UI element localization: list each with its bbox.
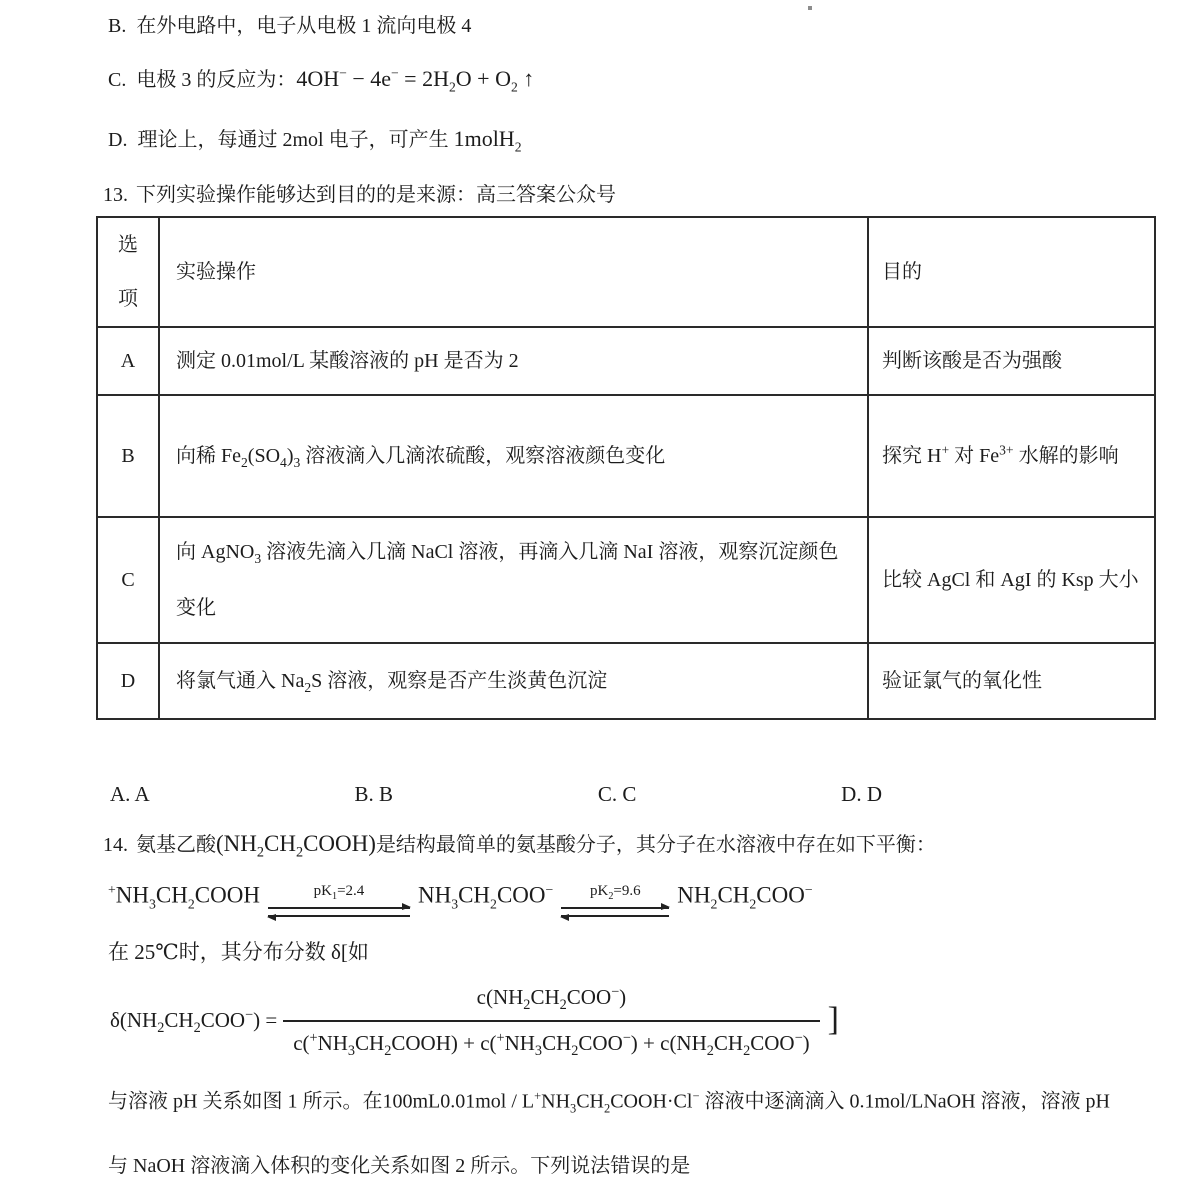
question-14-intro-pre: 氨基乙酸 bbox=[136, 834, 216, 857]
hydrogen-formula: 1molH$_2$ bbox=[453, 126, 522, 155]
experiment-table bbox=[96, 216, 1156, 720]
fraction-lhs: $\delta(NH_2CH_2COO^-)$ = bbox=[110, 1006, 278, 1036]
operation-cell: 测定 0.01mol/L 某酸溶液的 pH 是否为 2 bbox=[159, 327, 868, 395]
table-row bbox=[97, 517, 1155, 643]
option-d bbox=[108, 123, 1190, 157]
table-row bbox=[97, 395, 1155, 517]
question-13-text: 下列实验操作能够达到目的的是来源：高三答案公众号 bbox=[136, 184, 616, 207]
fraction-close-bracket: ] bbox=[827, 1000, 839, 1038]
electrode-reaction-formula: $4OH^- - 4e^- = 2H_2O + O_2$ ↑ bbox=[296, 65, 535, 95]
purpose-cell: 验证氯气的氧化性 bbox=[868, 643, 1155, 719]
option-c bbox=[108, 63, 1190, 97]
pk2-label: $pK_2=9.6$ bbox=[589, 882, 641, 902]
question-13 bbox=[103, 181, 1190, 210]
answer-option-d: D. D bbox=[841, 782, 882, 807]
answer-option-b: B. B bbox=[354, 782, 394, 807]
option-b bbox=[108, 12, 1190, 41]
header-option-label: 选项 bbox=[118, 234, 138, 311]
option-b-label: B. bbox=[108, 15, 127, 37]
species-zwitterion: $NH_3CH_2COO^-$ bbox=[417, 882, 554, 912]
header-option-cell bbox=[97, 217, 159, 327]
option-c-text: 电极 3 的反应为： bbox=[136, 69, 297, 91]
question-14 bbox=[103, 827, 1190, 863]
purpose-cell: 判断该酸是否为强酸 bbox=[868, 327, 1155, 395]
glycine-formula: $(NH_2CH_2COOH)$ bbox=[216, 831, 376, 861]
operation-cell: 将氯气通入 $Na_2S$ 溶液，观察是否产生淡黄色沉淀 bbox=[159, 643, 868, 719]
header-operation-cell bbox=[159, 217, 868, 327]
option-cell: C bbox=[97, 517, 159, 643]
header-purpose-cell bbox=[868, 217, 1155, 327]
equilibrium-arrows-icon bbox=[561, 904, 669, 919]
purpose-cell: 比较 AgCl 和 AgI 的 Ksp 大小 bbox=[868, 517, 1155, 643]
option-d-label: D. bbox=[108, 129, 128, 152]
species-cation: $^+NH_3CH_2COOH$ bbox=[108, 882, 260, 912]
pk1-label: $pK_1=2.4$ bbox=[313, 882, 365, 902]
equilibrium-arrows-icon bbox=[268, 904, 410, 919]
fraction-numerator: $c(NH_2CH_2COO^-)$ bbox=[476, 983, 627, 1013]
operation-cell: 向 AgNO$_3$ 溶液先滴入几滴 NaCl 溶液，再滴入几滴 NaI 溶液，观察沉淀颜色变化 bbox=[159, 517, 868, 643]
option-cell: B bbox=[97, 395, 159, 517]
purpose-cell: 探究 H+ 对 $Fe^{3+}$ 水解的影响 bbox=[868, 395, 1155, 517]
header-purpose-label: 目的 bbox=[882, 261, 922, 284]
option-b-text: 在外电路中，电子从电极 1 流向电极 4 bbox=[136, 15, 472, 37]
option-d-text: 理论上，每通过 2mol 电子，可产生 bbox=[137, 129, 454, 152]
equilibrium-step-2 bbox=[561, 884, 669, 920]
answer-option-a: A. A bbox=[110, 782, 150, 807]
delta-intro-line: 在 25℃时，其分布分数 δ[如 bbox=[108, 940, 369, 965]
distribution-fraction bbox=[110, 984, 1190, 1060]
answer-option-c: C. C bbox=[597, 782, 637, 807]
fraction-denominator: $c(^+NH_3CH_2COOH) + c(^+NH_3CH_2COO^-) + c(NH_2CH_2COO^-)$ bbox=[283, 1020, 819, 1060]
equilibrium-step-1 bbox=[268, 884, 410, 920]
table-row bbox=[97, 643, 1155, 719]
species-anion: $NH_2CH_2COO^-$ bbox=[677, 882, 813, 912]
equilibrium-equation bbox=[108, 880, 1190, 916]
option-c-label: C. bbox=[108, 69, 127, 91]
question-13-number: 13. bbox=[103, 184, 128, 207]
question-14-paragraph: 与溶液 pH 关系如图 1 所示。在$100mL0.01mol / L^+NH_3CH_2COOH\cdot Cl^-$ 溶液中逐滴滴入 0.1mol/LNaOH 溶液，溶液 pH 与 NaOH 溶液滴入体积的变化关系如图 2 所示。下列说法错误的是 bbox=[108, 1089, 1110, 1177]
artifact-dot bbox=[808, 6, 812, 10]
table-header-row bbox=[97, 217, 1155, 327]
question-14-intro-post: 是结构最简单的氨基酸分子，其分子在水溶液中存在如下平衡： bbox=[375, 834, 936, 857]
answer-row bbox=[110, 782, 882, 807]
table-row bbox=[97, 327, 1155, 395]
option-cell: A bbox=[97, 327, 159, 395]
question-14-number: 14. bbox=[103, 834, 128, 857]
operation-cell: 向稀 $Fe_2(SO_4)_3$ 溶液滴入几滴浓硫酸，观察溶液颜色变化 bbox=[159, 395, 868, 517]
fraction bbox=[283, 984, 819, 1060]
option-cell: D bbox=[97, 643, 159, 719]
header-operation-label: 实验操作 bbox=[176, 261, 256, 284]
